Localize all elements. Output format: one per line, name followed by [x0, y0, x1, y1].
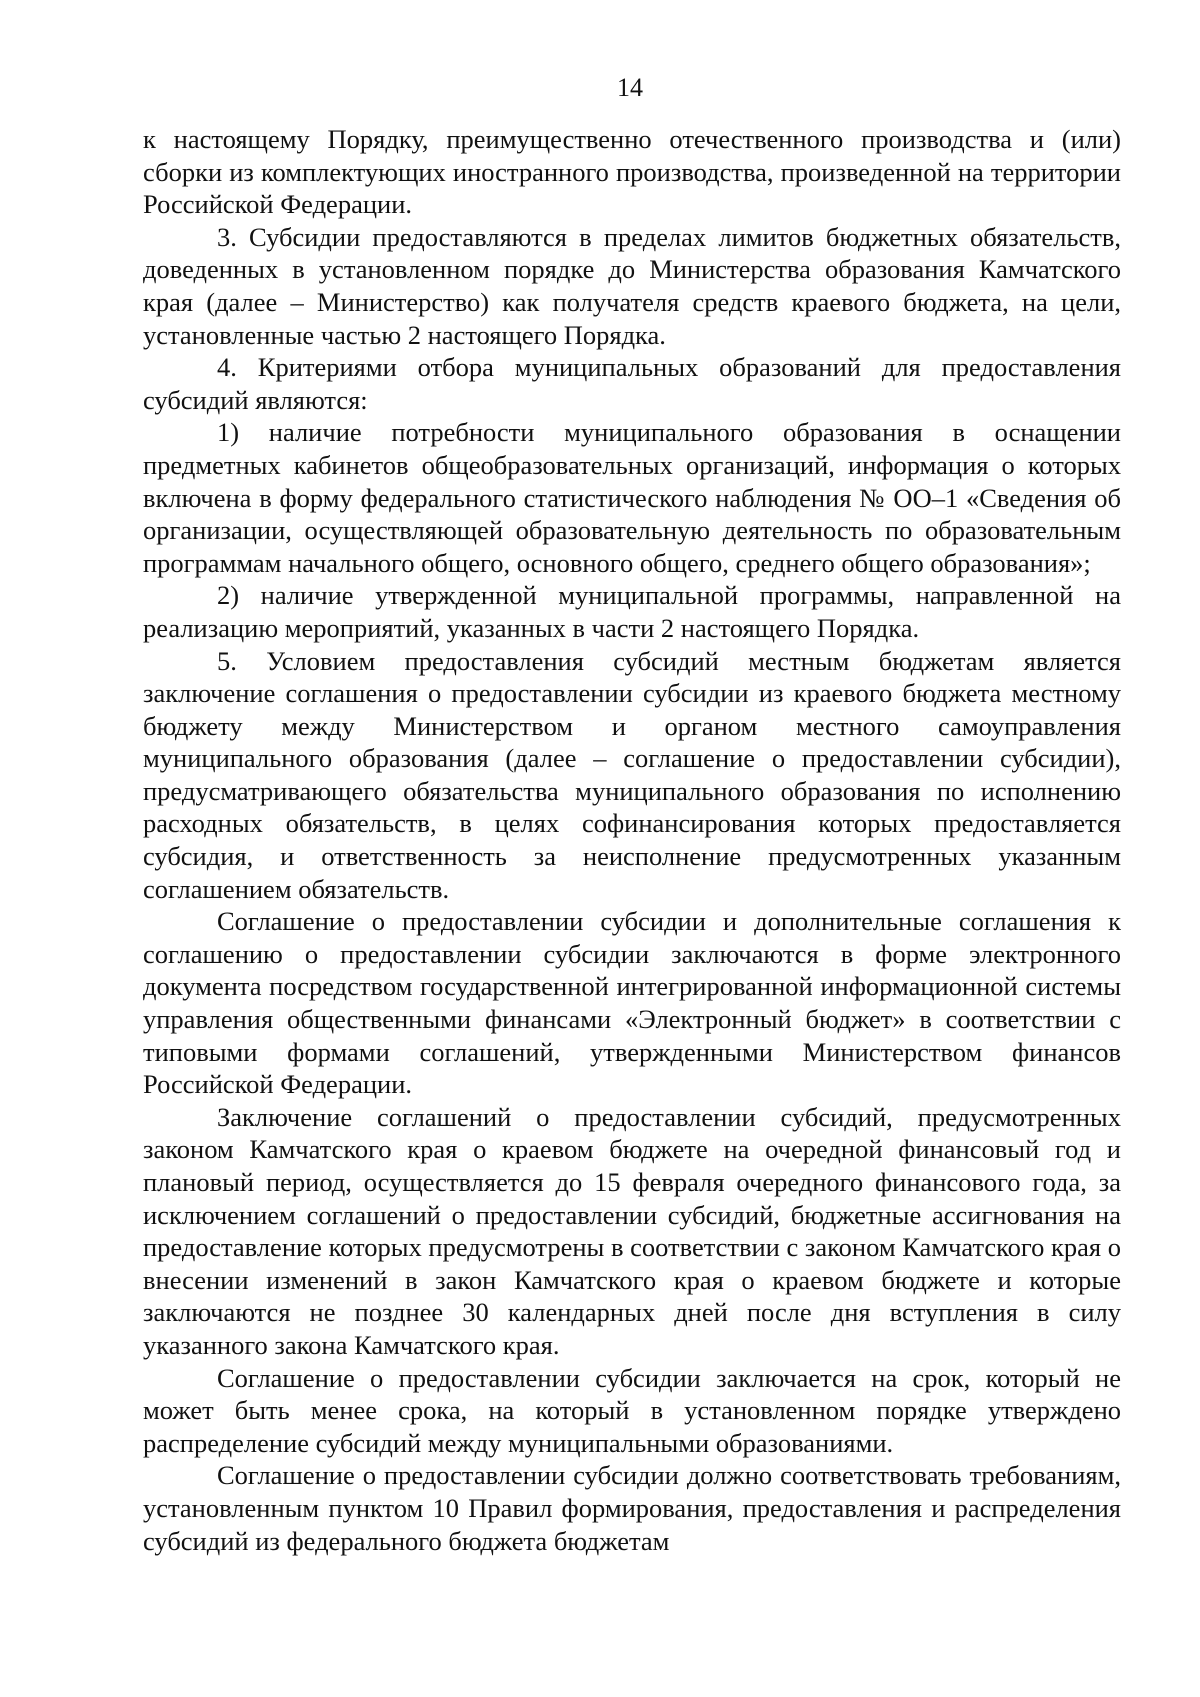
paragraph-agreement-requirements: Соглашение о предоставлении субсидии должно соответствовать требованиям, установленным пунктом 10 Правил формирования, предоставления и распределения субсидий из федерального бюджета бюджетам [143, 1460, 1121, 1556]
document-body [143, 123, 1121, 1557]
page-number: 14 [617, 73, 643, 102]
paragraph-subitem-2: 2) наличие утвержденной муниципальной программы, направленной на реализацию мероприятий, указанных в части 2 настоящего Порядка. [143, 580, 1121, 643]
paragraph-item-5: 5. Условием предоставления субсидий местным бюджетам является заключение соглашения о предоставлении субсидии из краевого бюджета местному бюджету между Министерством и органом местного самоуправления муниципального образования (далее – соглашение о предоставлении субсидии), предусматривающего обязательства муниципального образования по исполнению расходных обязательств, в целях софинансирования которых предоставляется субсидия, и ответственность за неисполнение предусмотренных указанным соглашением обязательств. [143, 645, 1121, 904]
paragraph-item-3: 3. Субсидии предоставляются в пределах лимитов бюджетных обязательств, доведенных в установленном порядке до Министерства образования Камчатского края (далее – Министерство) как получателя средств краевого бюджета, на цели, установленные частью 2 настоящего Порядка. [143, 221, 1121, 350]
paragraph-continuation: к настоящему Порядку, преимущественно отечественного производства и (или) сборки из комплектующих иностранного производства, произведенной на территории Российской Федерации. [143, 124, 1121, 220]
paragraph-item-4: 4. Критериями отбора муниципальных образований для предоставления субсидий являются: [143, 352, 1121, 415]
paragraph-agreement-form: Соглашение о предоставлении субсидии и дополнительные соглашения к соглашению о предоставлении субсидии заключаются в форме электронного документа посредством государственной интегрированной информационной системы управления общественными финансами «Электронный бюджет» в соответствии с типовыми формами соглашений, утвержденными Министерством финансов Российской Федерации. [143, 906, 1121, 1100]
paragraph-subitem-1: 1) наличие потребности муниципального образования в оснащении предметных кабинетов общеобразовательных организаций, информация о которых включена в форму федерального статистического наблюдения № ОО–1 «Сведения об организации, осуществляющей образовательную деятельность по образовательным программам начального общего, основного общего, среднего общего образования»; [143, 417, 1121, 578]
paragraph-agreement-term: Соглашение о предоставлении субсидии заключается на срок, который не может быть менее срока, на который в установленном порядке утверждено распределение субсидий между муниципальными образованиями. [143, 1362, 1121, 1458]
paragraph-agreement-deadline: Заключение соглашений о предоставлении субсидий, предусмотренных законом Камчатского края о краевом бюджете на очередной финансовый год и плановый период, осуществляется до 15 февраля очередного финансового года, за исключением соглашений о предоставлении субсидий, бюджетные ассигнования на предоставление которых предусмотрены в соответствии с законом Камчатского края о внесении изменений в закон Камчатского края о краевом бюджете и которые заключаются не позднее 30 календарных дней после дня вступления в силу указанного закона Камчатского края. [143, 1101, 1121, 1360]
